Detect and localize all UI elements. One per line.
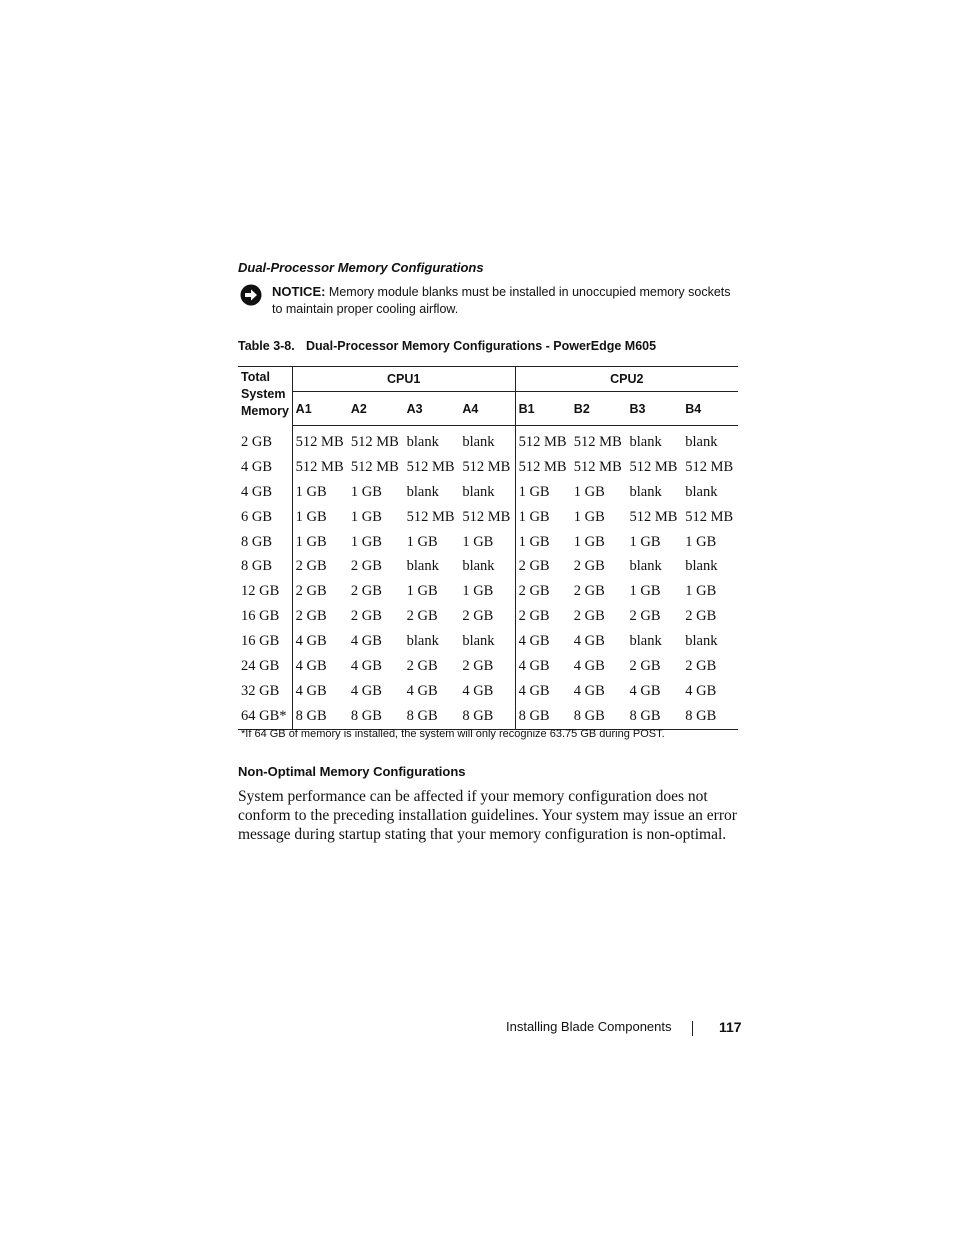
cell-b3: 2 GB <box>629 657 661 674</box>
cell-a1: 2 GB <box>292 604 348 629</box>
subheading: Non-Optimal Memory Configurations <box>238 764 466 779</box>
table-row <box>238 579 738 604</box>
cell-b2: 2 GB <box>573 608 605 625</box>
cell-b1: 1 GB <box>515 505 571 530</box>
cell-b4: 4 GB <box>685 682 717 699</box>
cell-a4: blank <box>462 558 495 575</box>
cell-b1: 2 GB <box>515 604 571 629</box>
cell-b3: 512 MB <box>629 508 678 525</box>
cell-b3: blank <box>629 558 662 575</box>
cell-b4: 512 MB <box>685 508 734 525</box>
cell-b2: 1 GB <box>573 483 605 500</box>
cell-b3: 1 GB <box>629 533 661 550</box>
cell-a4: 1 GB <box>462 533 494 550</box>
cell-a1: 4 GB <box>292 629 348 654</box>
cell-a1: 512 MB <box>292 455 348 480</box>
cell-total-memory: 24 GB <box>241 657 280 674</box>
table-header <box>238 367 738 426</box>
cell-b4: blank <box>685 483 718 500</box>
header-a1: A1 <box>292 392 348 426</box>
cell-total-memory: 32 GB <box>241 682 280 699</box>
cell-b4: blank <box>685 433 718 450</box>
cell-a3: 8 GB <box>404 704 460 729</box>
cell-b3: blank <box>629 633 662 650</box>
cell-b1: 512 MB <box>515 426 571 455</box>
notice-arrow-icon <box>240 284 262 306</box>
cell-a1: 8 GB <box>292 704 348 729</box>
notice-label: NOTICE: <box>272 284 326 299</box>
cell-a1: 2 GB <box>292 554 348 579</box>
cell-a1: 1 GB <box>292 505 348 530</box>
cell-a4: blank <box>462 433 495 450</box>
table-row <box>238 654 738 679</box>
cell-a3: 2 GB <box>406 608 438 625</box>
cell-a4: 2 GB <box>462 657 494 674</box>
header-total-system-memory: Total System Memory <box>238 367 292 426</box>
cell-b2: 2 GB <box>573 558 605 575</box>
table-body <box>238 426 738 730</box>
header-b4: B4 <box>682 392 738 426</box>
cell-b4: 2 GB <box>685 657 717 674</box>
cell-total-memory: 64 GB* <box>238 704 292 729</box>
cell-b4: 1 GB <box>685 533 717 550</box>
cell-b1: 4 GB <box>515 629 571 654</box>
table-row <box>238 704 738 729</box>
header-cpu2: CPU2 <box>515 367 738 392</box>
cell-a3: blank <box>406 558 439 575</box>
cell-b2: 512 MB <box>573 458 622 475</box>
table-row <box>238 604 738 629</box>
table-row <box>238 505 738 530</box>
cell-total-memory: 8 GB <box>241 533 273 550</box>
cell-a2: 512 MB <box>350 433 399 450</box>
cell-a2: 8 GB <box>348 704 404 729</box>
cell-a2: 1 GB <box>350 533 382 550</box>
cell-b2: 4 GB <box>573 633 605 650</box>
cell-a3: blank <box>406 483 439 500</box>
cell-a1: 1 GB <box>292 530 348 555</box>
cell-a3: 1 GB <box>406 533 438 550</box>
cell-a3: 512 MB <box>406 508 455 525</box>
cell-b1: 4 GB <box>515 679 571 704</box>
cell-total-memory: 2 GB <box>241 433 273 450</box>
cell-b4: 512 MB <box>685 458 734 475</box>
cell-a1: 4 GB <box>292 654 348 679</box>
header-a4: A4 <box>459 392 515 426</box>
cell-b4: blank <box>685 633 718 650</box>
footer-chapter-title: Installing Blade Components <box>506 1019 672 1034</box>
table-footnote: *If 64 GB of memory is installed, the system will only recognize 63.75 GB during POST. <box>241 728 665 740</box>
cell-b1: 1 GB <box>515 480 571 505</box>
cell-a3: 512 MB <box>406 458 455 475</box>
cell-b1: 4 GB <box>515 654 571 679</box>
header-cpu1: CPU1 <box>292 367 515 392</box>
cell-a4: blank <box>462 483 495 500</box>
table-row <box>238 554 738 579</box>
cell-a4: 512 MB <box>462 508 511 525</box>
cell-b3: 2 GB <box>629 608 661 625</box>
cell-total-memory: 4 GB <box>241 483 273 500</box>
cell-a3: 2 GB <box>406 657 438 674</box>
cell-b4: blank <box>685 558 718 575</box>
cell-b4: 8 GB <box>682 704 738 729</box>
table-caption <box>238 339 656 353</box>
cell-total-memory: 12 GB <box>241 583 280 600</box>
cell-a1: 1 GB <box>292 480 348 505</box>
cell-b4: 1 GB <box>685 583 717 600</box>
cell-a3: 4 GB <box>406 682 438 699</box>
cell-a2: 4 GB <box>350 657 382 674</box>
cell-a2: 1 GB <box>350 483 382 500</box>
cell-a4: 8 GB <box>459 704 515 729</box>
table-row <box>238 426 738 455</box>
table-row <box>238 679 738 704</box>
cell-total-memory: 8 GB <box>241 558 273 575</box>
cell-b1: 2 GB <box>515 554 571 579</box>
cell-b2: 2 GB <box>573 583 605 600</box>
header-b1: B1 <box>515 392 571 426</box>
cell-a4: 4 GB <box>462 682 494 699</box>
cell-b2: 4 GB <box>573 657 605 674</box>
cell-b3: blank <box>629 483 662 500</box>
cell-a1: 4 GB <box>292 679 348 704</box>
cell-b1: 1 GB <box>515 530 571 555</box>
cell-b3: 512 MB <box>629 458 678 475</box>
header-a3: A3 <box>404 392 460 426</box>
cell-a3: blank <box>406 633 439 650</box>
cell-b2: 1 GB <box>573 508 605 525</box>
cell-a2: 2 GB <box>350 558 382 575</box>
cell-total-memory: 4 GB <box>241 458 273 475</box>
table-row <box>238 480 738 505</box>
notice-message: Memory module blanks must be installed in unoccupied memory sockets to maintain proper cooling airflow. <box>272 285 731 316</box>
cell-a2: 4 GB <box>350 682 382 699</box>
cell-a2: 1 GB <box>350 508 382 525</box>
cell-a1: 512 MB <box>292 426 348 455</box>
cell-a2: 512 MB <box>350 458 399 475</box>
table-row <box>238 530 738 555</box>
cell-a1: 2 GB <box>292 579 348 604</box>
cell-b2: 512 MB <box>573 433 622 450</box>
footer-divider <box>692 1021 693 1036</box>
cell-total-memory: 16 GB <box>241 608 280 625</box>
header-b2: B2 <box>571 392 627 426</box>
table-caption-number: Table 3-8. <box>238 339 295 353</box>
table-row <box>238 455 738 480</box>
cell-a2: 4 GB <box>350 633 382 650</box>
cell-b3: 8 GB <box>627 704 683 729</box>
cell-a4: 2 GB <box>462 608 494 625</box>
cell-b1: 512 MB <box>515 455 571 480</box>
cell-a3: 1 GB <box>406 583 438 600</box>
memory-configuration-table <box>238 366 738 730</box>
cell-b1: 2 GB <box>515 579 571 604</box>
cell-b1: 8 GB <box>515 704 571 729</box>
cell-b3: 4 GB <box>629 682 661 699</box>
header-b3: B3 <box>627 392 683 426</box>
body-paragraph: System performance can be affected if your memory configuration does not conform to the preceding installation guidelines. Your system may issue an error message during startup stating that your memory configuration is non-optimal. <box>238 788 737 843</box>
cell-total-memory: 16 GB <box>241 633 280 650</box>
cell-a4: blank <box>462 633 495 650</box>
cell-b2: 1 GB <box>573 533 605 550</box>
table-row <box>238 629 738 654</box>
cell-b4: 2 GB <box>685 608 717 625</box>
cell-a2: 2 GB <box>350 583 382 600</box>
cell-b3: blank <box>629 433 662 450</box>
cell-a3: blank <box>406 433 439 450</box>
cell-a4: 512 MB <box>462 458 511 475</box>
cell-a2: 2 GB <box>350 608 382 625</box>
cell-b2: 4 GB <box>573 682 605 699</box>
cell-b3: 1 GB <box>629 583 661 600</box>
cell-b2: 8 GB <box>571 704 627 729</box>
cell-total-memory: 6 GB <box>241 508 273 525</box>
table-caption-title: Dual-Processor Memory Configurations - PowerEdge M605 <box>306 339 657 353</box>
cell-a4: 1 GB <box>462 583 494 600</box>
header-a2: A2 <box>348 392 404 426</box>
section-heading: Dual-Processor Memory Configurations <box>238 260 484 275</box>
notice-text <box>272 283 742 318</box>
page-number: 117 <box>719 1019 742 1035</box>
